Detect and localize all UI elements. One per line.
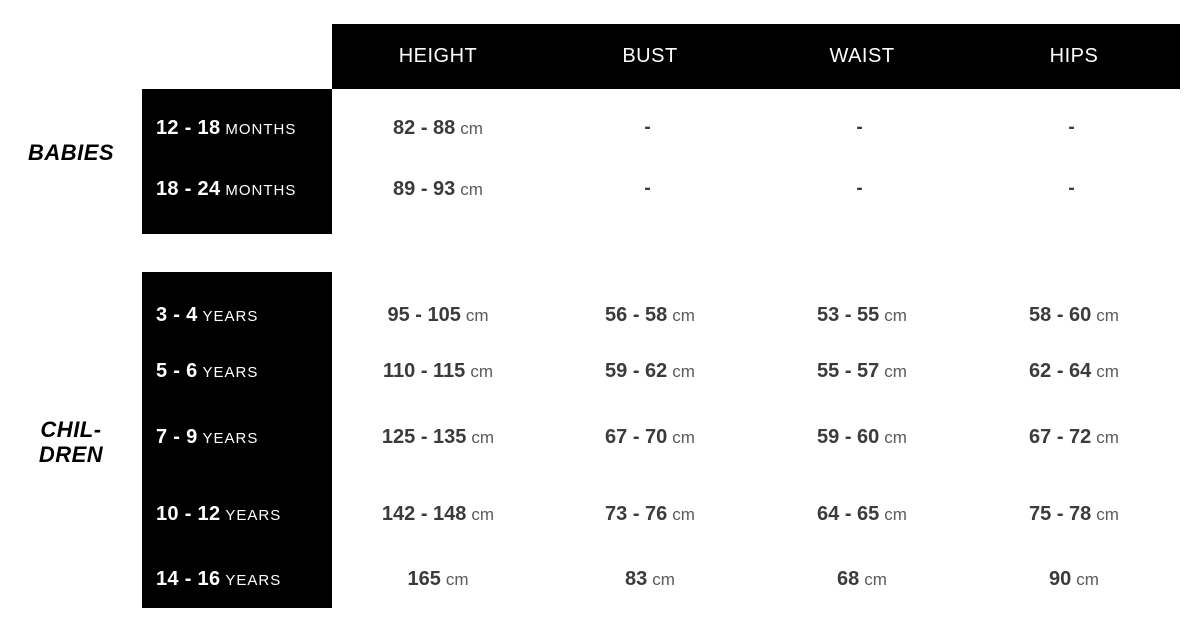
size-cell: [142, 360, 332, 383]
size-unit: MONTHS: [225, 120, 297, 138]
hips-value: -: [1068, 178, 1075, 199]
size-range: 10 - 12: [156, 502, 221, 525]
height-unit: cm: [465, 305, 489, 325]
bust-value: 83: [625, 567, 648, 590]
height-value: 165: [407, 567, 441, 590]
size-range: 12 - 18: [156, 116, 221, 139]
table-row: [142, 348, 1180, 394]
group-label-children: [0, 417, 142, 468]
size-unit: YEARS: [202, 429, 259, 447]
table-row: [142, 166, 1180, 212]
bust-cell: [544, 568, 756, 591]
group-label-children-line1: CHIL-: [40, 417, 102, 442]
waist-unit: cm: [884, 504, 907, 524]
hips-unit: cm: [1096, 504, 1119, 524]
height-cell: [332, 360, 544, 383]
bust-unit: cm: [672, 361, 695, 381]
hips-cell: [968, 503, 1180, 526]
hips-cell: [968, 304, 1180, 327]
height-cell: [332, 568, 544, 591]
column-header-waist: WAIST: [829, 45, 895, 67]
hips-unit: cm: [1096, 305, 1119, 325]
waist-cell: [756, 503, 968, 526]
table-row: [142, 292, 1180, 338]
bust-unit: cm: [672, 427, 695, 447]
hips-value: 75 - 78: [1029, 502, 1092, 525]
height-value: 142 - 148: [381, 502, 467, 525]
hips-value: 67 - 72: [1029, 425, 1092, 448]
height-cell: [332, 117, 544, 140]
table-row: [142, 414, 1180, 460]
height-cell: [332, 178, 544, 201]
size-cell: [142, 178, 332, 201]
size-range: 5 - 6: [156, 359, 198, 382]
bust-cell: [544, 117, 756, 139]
height-unit: cm: [471, 427, 495, 447]
bust-unit: cm: [652, 569, 675, 589]
height-unit: cm: [471, 504, 495, 524]
hips-unit: cm: [1096, 427, 1119, 447]
size-unit: YEARS: [225, 571, 282, 589]
bust-cell: [544, 503, 756, 526]
height-value: 95 - 105: [387, 303, 461, 326]
bust-cell: [544, 360, 756, 383]
waist-value: 55 - 57: [817, 359, 880, 382]
waist-cell: [756, 117, 968, 139]
height-unit: cm: [460, 118, 483, 138]
table-row: [142, 491, 1180, 537]
bust-value: -: [644, 178, 651, 199]
hips-value: -: [1068, 117, 1075, 138]
size-unit: YEARS: [202, 363, 259, 381]
size-cell: [142, 426, 332, 449]
waist-cell: [756, 178, 968, 200]
size-cell: [142, 568, 332, 591]
size-cell: [142, 304, 332, 327]
table-row: [142, 105, 1180, 151]
waist-unit: cm: [884, 305, 907, 325]
size-range: 18 - 24: [156, 177, 221, 200]
table-row: [142, 556, 1180, 602]
group-label-children-line2: DREN: [38, 442, 104, 468]
size-cell: [142, 117, 332, 140]
waist-unit: cm: [864, 569, 887, 589]
height-cell: [332, 304, 544, 327]
bust-unit: cm: [672, 504, 695, 524]
size-unit: MONTHS: [225, 181, 297, 199]
column-header-bust: BUST: [622, 45, 678, 67]
size-unit: YEARS: [202, 307, 259, 325]
hips-cell: [968, 426, 1180, 449]
bust-value: 56 - 58: [605, 303, 668, 326]
hips-cell: [968, 360, 1180, 383]
height-value: 110 - 115: [383, 359, 466, 382]
bust-value: -: [644, 117, 651, 138]
bust-cell: [544, 304, 756, 327]
size-cell: [142, 503, 332, 526]
bust-value: 67 - 70: [605, 425, 668, 448]
height-value: 82 - 88: [393, 116, 456, 139]
hips-value: 90: [1049, 567, 1072, 590]
height-unit: cm: [470, 361, 493, 381]
height-unit: cm: [445, 569, 469, 589]
height-value: 125 - 135: [381, 425, 467, 448]
group-label-babies: BABIES: [27, 140, 115, 165]
waist-value: -: [856, 178, 863, 199]
hips-value: 58 - 60: [1029, 303, 1092, 326]
waist-value: 64 - 65: [817, 502, 880, 525]
hips-value: 62 - 64: [1029, 359, 1092, 382]
waist-unit: cm: [884, 361, 907, 381]
hips-cell: [968, 568, 1180, 591]
waist-cell: [756, 426, 968, 449]
waist-cell: [756, 360, 968, 383]
height-cell: [332, 426, 544, 449]
bust-value: 59 - 62: [605, 359, 668, 382]
bust-value: 73 - 76: [605, 502, 668, 525]
column-header-height: HEIGHT: [398, 45, 478, 67]
waist-unit: cm: [884, 427, 907, 447]
bust-cell: [544, 426, 756, 449]
size-range: 7 - 9: [156, 425, 198, 448]
hips-cell: [968, 117, 1180, 139]
waist-value: 59 - 60: [817, 425, 880, 448]
hips-unit: cm: [1076, 569, 1099, 589]
waist-cell: [756, 304, 968, 327]
table-header-row: [332, 24, 1180, 89]
waist-value: -: [856, 117, 863, 138]
waist-value: 53 - 55: [817, 303, 880, 326]
hips-unit: cm: [1096, 361, 1119, 381]
bust-unit: cm: [672, 305, 695, 325]
size-range: 3 - 4: [156, 303, 198, 326]
waist-value: 68: [837, 567, 860, 590]
hips-cell: [968, 178, 1180, 200]
height-value: 89 - 93: [393, 177, 456, 200]
size-unit: YEARS: [225, 506, 282, 524]
height-unit: cm: [460, 179, 483, 199]
height-cell: [332, 503, 544, 526]
waist-cell: [756, 568, 968, 591]
bust-cell: [544, 178, 756, 200]
size-range: 14 - 16: [156, 567, 221, 590]
column-header-hips: HIPS: [1049, 45, 1099, 67]
